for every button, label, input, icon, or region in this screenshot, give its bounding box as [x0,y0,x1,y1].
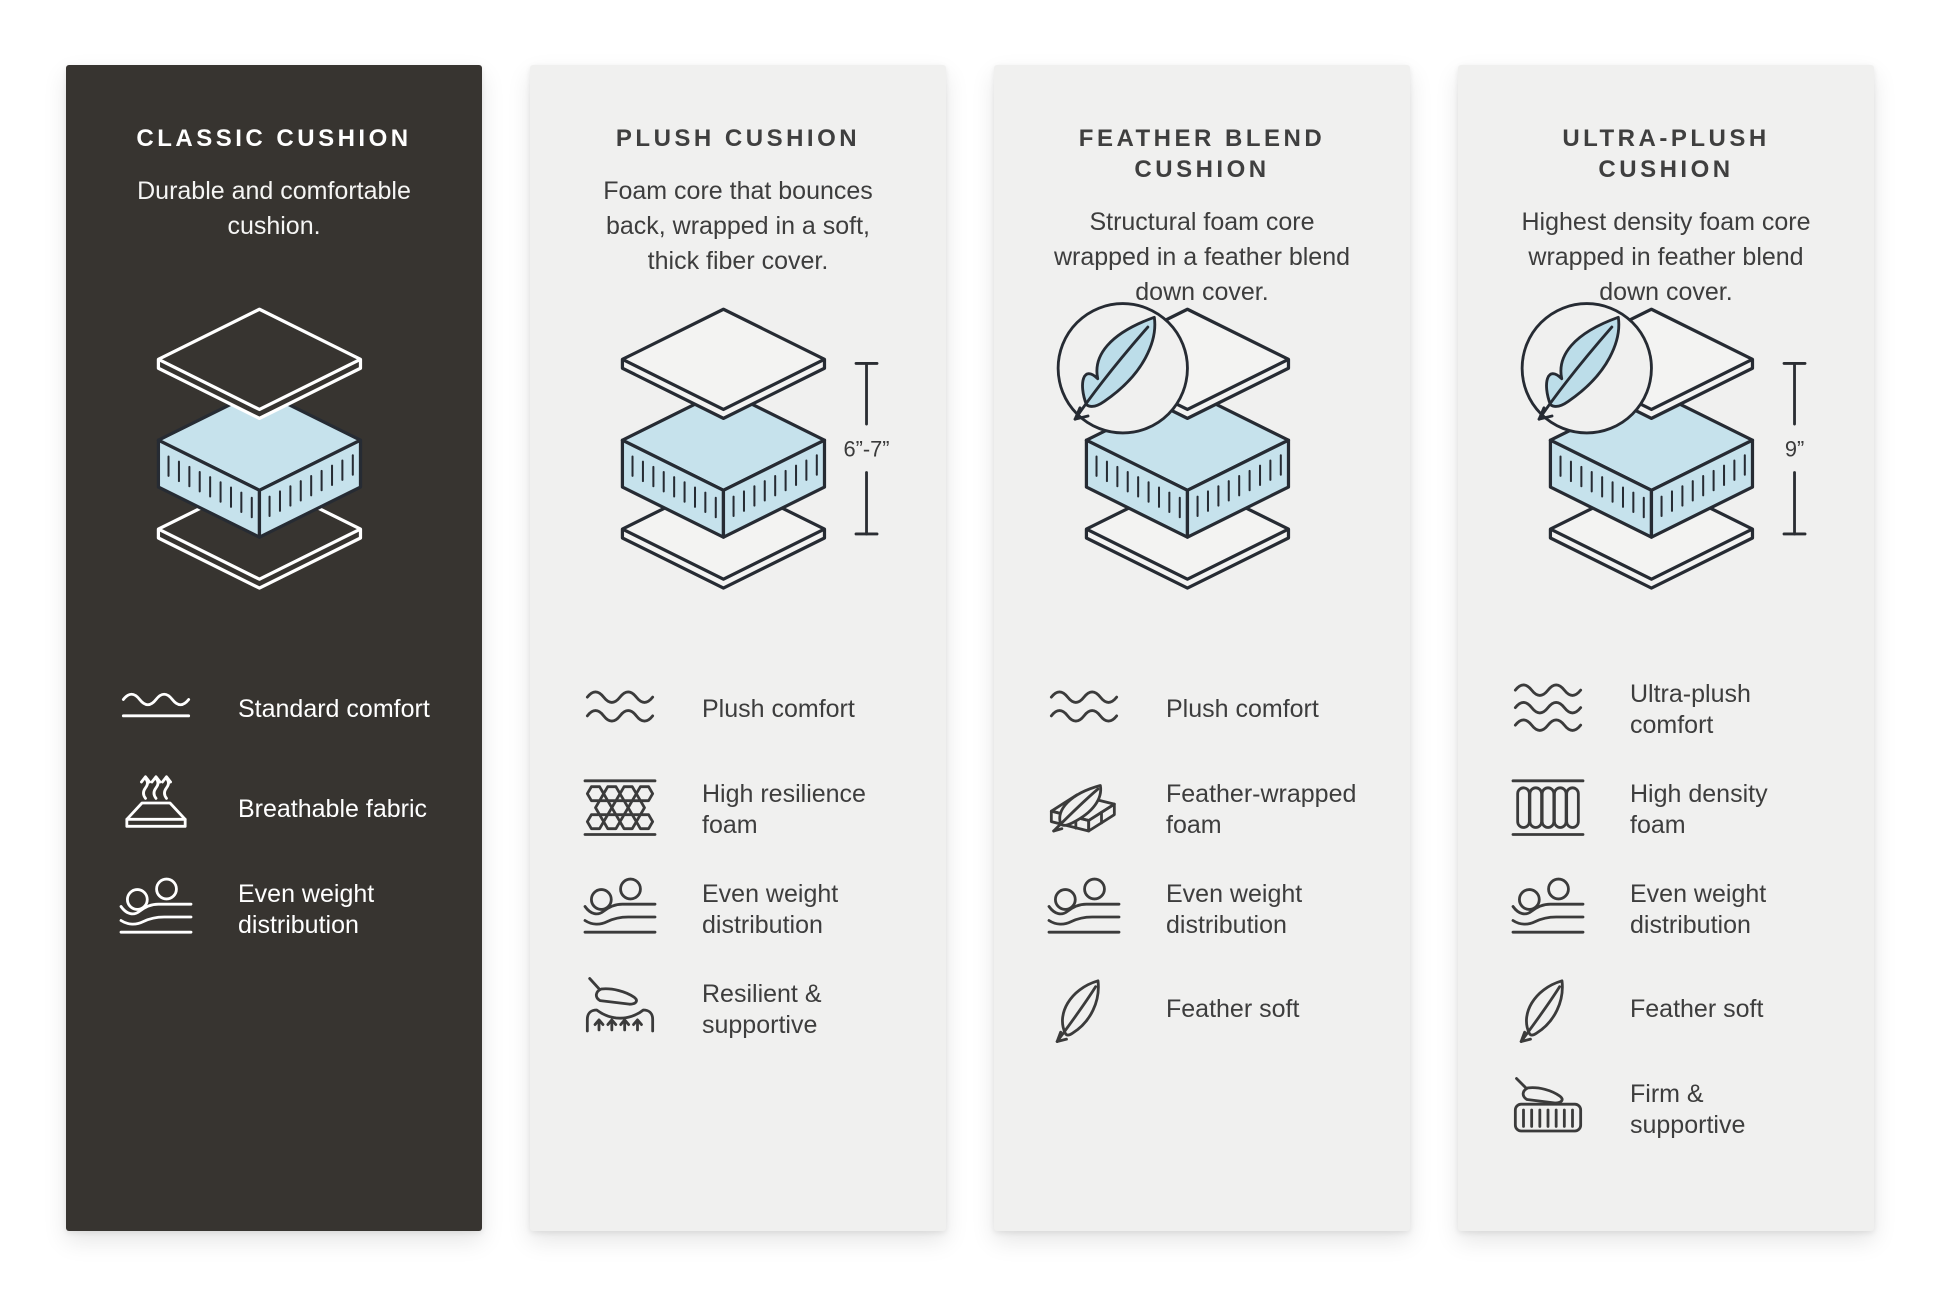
feature-list [118,675,430,945]
cushion-stack-illustration [118,285,430,633]
feather-badge-icon [1058,304,1187,433]
even-weight-icon [1046,875,1124,945]
panel-header [582,65,894,277]
feature-label: Even weight distribution [238,880,375,939]
panel-title: FEATHER BLEND CUSHION [1078,125,1326,184]
feature-item [118,775,430,845]
panel-header [1510,65,1822,307]
wave-underline-icon [118,675,196,745]
measurement-label: 6”-7” [843,436,890,462]
panel-header [118,65,430,277]
feather-badge-icon [1522,304,1651,433]
feature-label: Breathable fabric [238,795,428,824]
panel-title: CLASSIC CUSHION [136,125,412,152]
cushion-comparison-board [66,65,1874,1231]
cushion-panel-plush [530,65,946,1231]
feature-item [1510,1075,1822,1145]
panel-header [1046,65,1358,307]
panel-title: PLUSH CUSHION [615,125,861,152]
cushion-stack-illustration [582,285,894,633]
top-layer [158,309,360,418]
feather-icon [1510,975,1588,1045]
feature-item [1510,675,1822,745]
feature-item [582,875,894,945]
feature-item [1046,775,1358,845]
feature-list [582,675,894,1045]
panel-description: Foam core that bounces back, wrapped in a soft, thick fiber cover. [603,177,873,276]
feather-icon [1046,975,1124,1045]
feature-label: Even weight distribution [1166,880,1303,939]
feature-item [1510,775,1822,845]
waves-icon [1046,675,1124,745]
top-layer [622,309,824,418]
measurement-label: 9” [1784,436,1805,462]
waves-icon [582,675,660,745]
feather-foam-icon [1046,775,1124,845]
cushion-stack-illustration [1046,285,1358,633]
even-weight-icon [1510,875,1588,945]
panel-description: Highest density foam core wrapped in feather blend down cover. [1521,208,1811,307]
feature-label: Feather-wrapped foam [1166,780,1357,839]
feature-item [582,675,894,745]
panel-description: Durable and comfortable cushion. [137,177,411,241]
feature-item [582,775,894,845]
cushion-stack-illustration [1510,285,1822,633]
feature-label: Standard comfort [238,695,430,724]
feature-item [1510,975,1822,1045]
resilient-icon [582,975,660,1045]
honeycomb-icon [582,775,660,845]
feature-label: Firm & supportive [1630,1080,1746,1139]
breathable-icon [118,775,196,845]
feature-item [1046,675,1358,745]
feature-item [118,875,430,945]
panel-description: Structural foam core wrapped in a feather blend down cover. [1053,208,1351,307]
feature-label: Ultra-plush comfort [1630,680,1751,739]
feature-label: Even weight distribution [702,880,839,939]
feature-label: Feather soft [1166,995,1300,1024]
feature-item [582,975,894,1045]
feature-label: Even weight distribution [1630,880,1767,939]
feature-list [1510,675,1822,1145]
feature-item [1046,975,1358,1045]
even-weight-icon [582,875,660,945]
foam-cells-icon [1510,775,1588,845]
feature-label: Plush comfort [1166,695,1319,724]
feature-label: Plush comfort [702,695,855,724]
cushion-panel-feather-blend [994,65,1410,1231]
cushion-panel-classic [66,65,482,1231]
feature-item [1046,875,1358,945]
feature-label: Resilient & supportive [702,980,822,1039]
feature-label: High density foam [1630,780,1768,839]
waves3-icon [1510,675,1588,745]
feature-label: Feather soft [1630,995,1764,1024]
even-weight-icon [118,875,196,945]
firm-icon [1510,1075,1588,1145]
feature-item [1510,875,1822,945]
feature-item [118,675,430,745]
feature-label: High resilience foam [702,780,866,839]
cushion-panel-ultra-plush [1458,65,1874,1231]
feature-list [1046,675,1358,1045]
panel-title: ULTRA-PLUSH CUSHION [1562,125,1770,184]
